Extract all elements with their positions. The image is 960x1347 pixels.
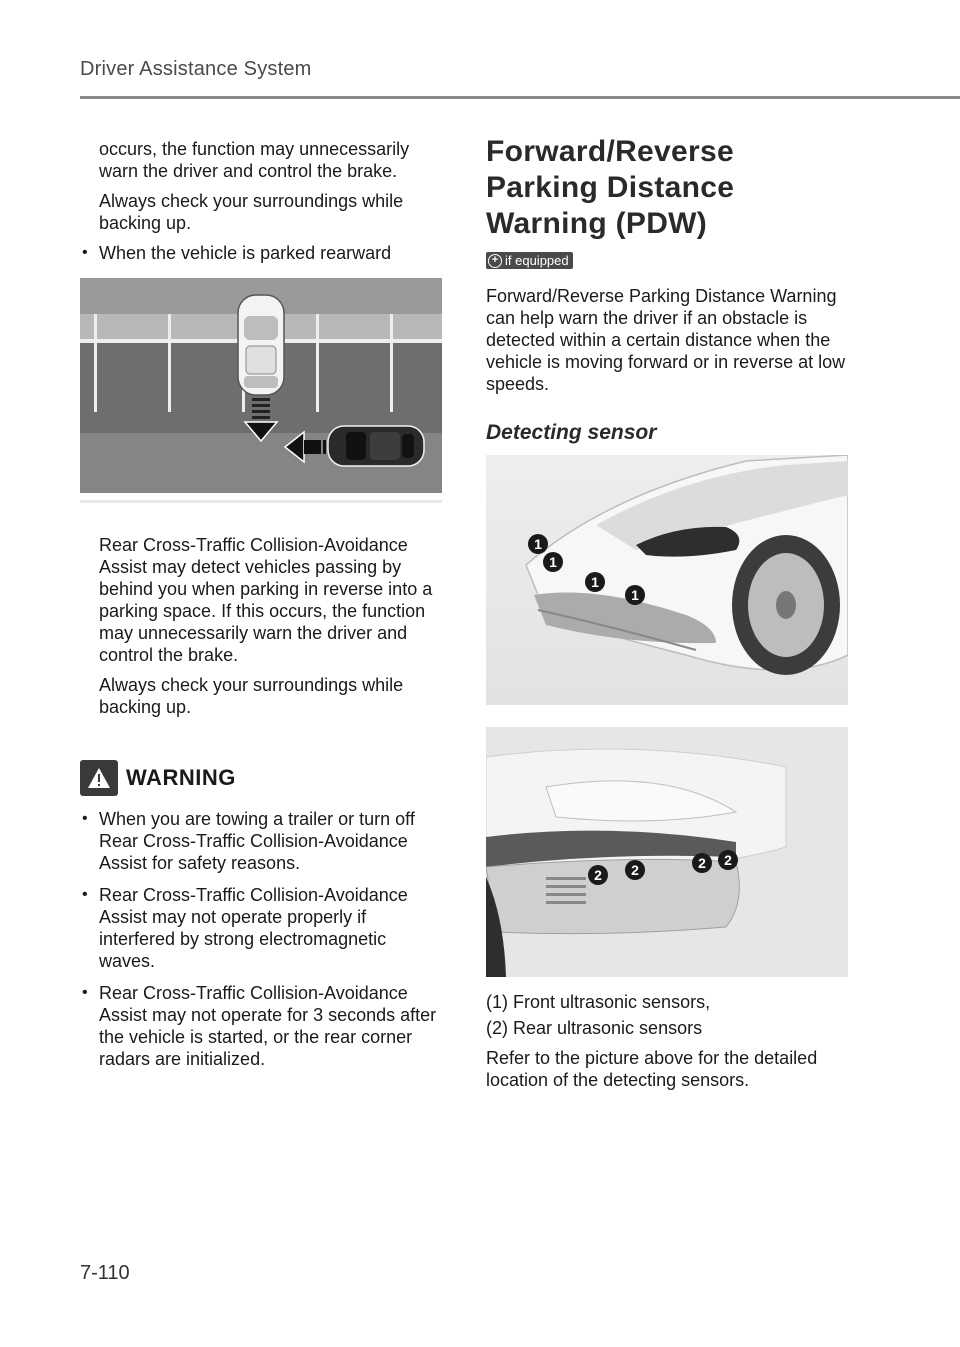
warning-triangle-icon: [80, 760, 118, 796]
warning-item: • Rear Cross-Traffic Collision-Avoidance Assist may not operate for 3 seconds after the vehicle is started, or the rear corner radars are initialized.: [80, 982, 442, 1070]
svg-text:1: 1: [534, 536, 542, 552]
rear-car-svg: [486, 727, 848, 977]
left-column: [80, 138, 442, 1080]
if-equipped-row: [486, 252, 848, 269]
page-number: 7-110: [80, 1262, 130, 1284]
warning-label: WARNING: [126, 765, 236, 790]
if-equipped-badge: [486, 252, 573, 269]
pdw-intro-paragraph: Forward/Reverse Parking Distance Warning can help warn the driver if an obstacle is detected within a certain distance when the vehicle is moving forward or in reverse at low speeds.: [486, 286, 846, 394]
front-sensors-illustration: [486, 455, 848, 705]
continued-paragraph: occurs, the function may unnecessarily warn the driver and control the brake.: [99, 139, 410, 181]
caption-rear-sensors: (2) Rear ultrasonic sensors: [486, 1018, 703, 1038]
page-header-title: Driver Assistance System: [80, 58, 312, 80]
rear-sensor-marker-icon: [588, 865, 608, 885]
rcca-paragraph: Rear Cross-Traffic Collision-Avoidance Assist may detect vehicles passing by behind you when parking in reverse into a parking space. If this occurs, the function may unnecessarily warn the driver and control the brake.: [99, 535, 433, 665]
front-sensor-marker-icon: [585, 572, 605, 592]
svg-text:2: 2: [698, 855, 706, 871]
parked-car-icon: [238, 295, 284, 395]
rear-sensor-marker-icon: [625, 860, 645, 880]
bullet-parked-rearward: • When the vehicle is parked rearward: [80, 242, 442, 264]
front-sensor-marker-icon: [543, 552, 563, 572]
svg-text:2: 2: [724, 852, 732, 868]
rear-sensor-marker-icon: [718, 850, 738, 870]
warning-heading: [80, 760, 442, 796]
check-surroundings-paragraph: Always check your surroundings while backing up.: [99, 191, 404, 233]
front-sensor-marker-icon: [528, 534, 548, 554]
right-column: [486, 134, 848, 1099]
rear-sensor-marker-icon: [692, 853, 712, 873]
check-surroundings-paragraph-2: Always check your surroundings while backing up.: [99, 675, 404, 717]
caption-front-sensors: (1) Front ultrasonic sensors,: [486, 992, 711, 1012]
svg-text:2: 2: [594, 867, 602, 883]
parking-lot-illustration: [80, 278, 442, 510]
svg-text:2: 2: [631, 862, 639, 878]
detecting-sensor-heading: Detecting sensor: [486, 421, 657, 444]
svg-text:1: 1: [549, 554, 557, 570]
plus-icon: +: [488, 254, 502, 268]
section-title: Forward/Reverse Parking Distance Warning (PDW): [486, 135, 735, 240]
svg-text:1: 1: [591, 574, 599, 590]
refer-paragraph: Refer to the picture above for the detailed location of the detecting sensors.: [486, 1048, 818, 1090]
badge-label: if equipped: [505, 253, 569, 268]
warning-item: • Rear Cross-Traffic Collision-Avoidance Assist may not operate properly if interfered by strong electromagnetic waves.: [80, 884, 442, 972]
parking-lot-svg: [80, 278, 442, 510]
warning-item: • When you are towing a trailer or turn off Rear Cross-Traffic Collision-Avoidance Assist for safety reasons.: [80, 808, 442, 874]
front-sensor-marker-icon: [625, 585, 645, 605]
front-car-svg: [486, 455, 848, 705]
moving-car-icon: [328, 426, 424, 466]
header-rule: [80, 96, 960, 99]
rear-sensors-illustration: [486, 727, 848, 977]
svg-text:1: 1: [631, 587, 639, 603]
